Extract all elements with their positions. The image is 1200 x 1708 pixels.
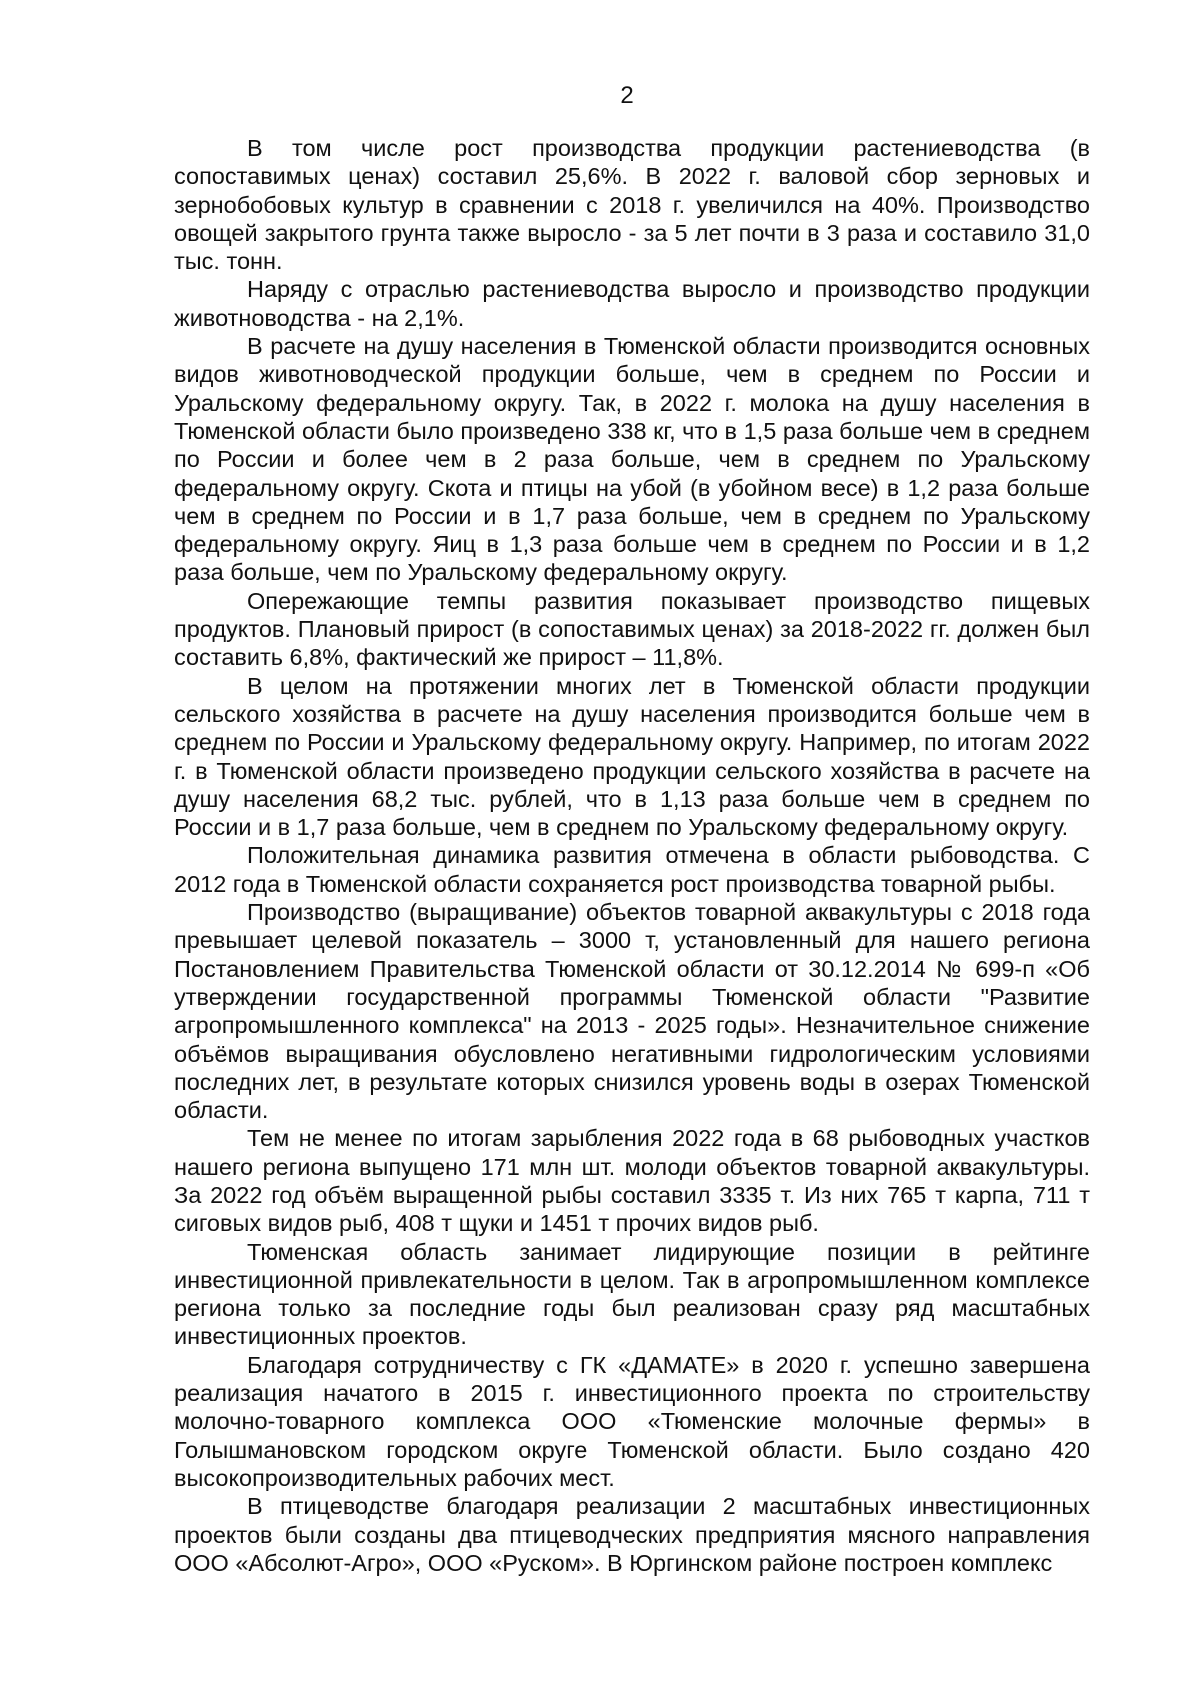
paragraph-fish-farming-dynamics: Положительная динамика развития отмечена в области рыбоводства. С 2012 года в Тюменской области сохраняется рост производства товарной рыбы.	[174, 842, 1090, 897]
paragraph-agriculture-per-capita: В целом на протяжении многих лет в Тюменской области продукции сельского хозяйства в расчете на душу населения производится больше чем в среднем по России и Уральскому федеральному округу. Например, по итогам 2022 г. в Тюменской области произведено продукции сельского хозяйства в расчете на душу населения 68,2 тыс. рублей, что в 1,13 раза больше чем в среднем по России и в 1,7 раза больше, чем в среднем по Уральскому федеральному округу.	[174, 672, 1090, 841]
paragraph-crop-production: В том числе рост производства продукции растениеводства (в сопоставимых ценах) составил 25,6%. В 2022 г. валовой сбор зерновых и зернобобовых культур в сравнении с 2018 г. увеличился на 40%. Производство овощей закрытого грунта также выросло - за 5 лет почти в 3 раза и составило 31,0 тыс. тонн.	[174, 135, 1090, 275]
paragraph-food-production: Опережающие темпы развития показывает производство пищевых продуктов. Плановый прирост (в сопоставимых ценах) за 2018-2022 гг. должен был составить 6,8%, фактический же прирост – 11,8%.	[174, 587, 1090, 671]
paragraph-livestock-growth: Наряду с отраслью растениеводства выросло и производство продукции животноводства - на 2,1%.	[174, 276, 1090, 331]
paragraph-damate-project: Благодаря сотрудничеству с ГК «ДАМАТЕ» в 2020 г. успешно завершена реализация начатого в 2015 г. инвестиционного проекта по строительству молочно-товарного комплекса ООО «Тюменские молочные фермы» в Голышмановском городском округе Тюменской области. Было создано 420 высокопроизводительных рабочих мест.	[174, 1351, 1090, 1491]
paragraph-fish-stocking-2022: Тем не менее по итогам зарыбления 2022 года в 68 рыбоводных участков нашего региона выпущено 171 млн шт. молоди объектов товарной аквакультуры. За 2022 год объём выращенной рыбы составил 3335 т. Из них 765 т карпа, 711 т сиговых видов рыб, 408 т щуки и 1451 т прочих видов рыб.	[174, 1125, 1090, 1237]
paragraph-aquaculture-target: Производство (выращивание) объектов товарной аквакультуры с 2018 года превышает целевой показатель – 3000 т, установленный для нашего региона Постановлением Правительства Тюменской области от 30.12.2014 № 699-п «Об утверждении государственной программы Тюменской области "Развитие агропромышленного комплекса" на 2013 - 2025 годы». Незначительное снижение объёмов выращивания обусловлено негативными гидрологическим условиями последних лет, в результате которых снизился уровень воды в озерах Тюменской области.	[174, 899, 1090, 1124]
paragraph-investment-attractiveness: Тюменская область занимает лидирующие позиции в рейтинге инвестиционной привлекательности в целом. Так в агропромышленном комплексе региона только за последние годы был реализован сразу ряд масштабных инвестиционных проектов.	[174, 1238, 1090, 1350]
paragraph-poultry-projects: В птицеводстве благодаря реализации 2 масштабных инвестиционных проектов были созданы два птицеводческих предприятия мясного направления ООО «Абсолют-Агро», ООО «Руском». В Юргинском районе построен комплекс	[174, 1493, 1090, 1576]
paragraph-per-capita-livestock: В расчете на душу населения в Тюменской области производится основных видов животноводческой продукции больше, чем в среднем по России и Уральскому федеральному округу. Так, в 2022 г. молока на душу населения в Тюменской области было произведено 338 кг, что в 1,5 раза больше чем в среднем по России и более чем в 2 раза больше, чем в среднем по Уральскому федеральному округу. Скота и птицы на убой (в убойном весе) в 1,2 раза больше чем в среднем по России и в 1,7 раза больше, чем в среднем по Уральскому федеральному округу. Яиц в 1,3 раза больше чем в среднем по России и в 1,2 раза больше, чем по Уральскому федеральному округу.	[174, 333, 1090, 586]
page-number: 2	[620, 82, 634, 109]
document-body	[174, 134, 1090, 1577]
